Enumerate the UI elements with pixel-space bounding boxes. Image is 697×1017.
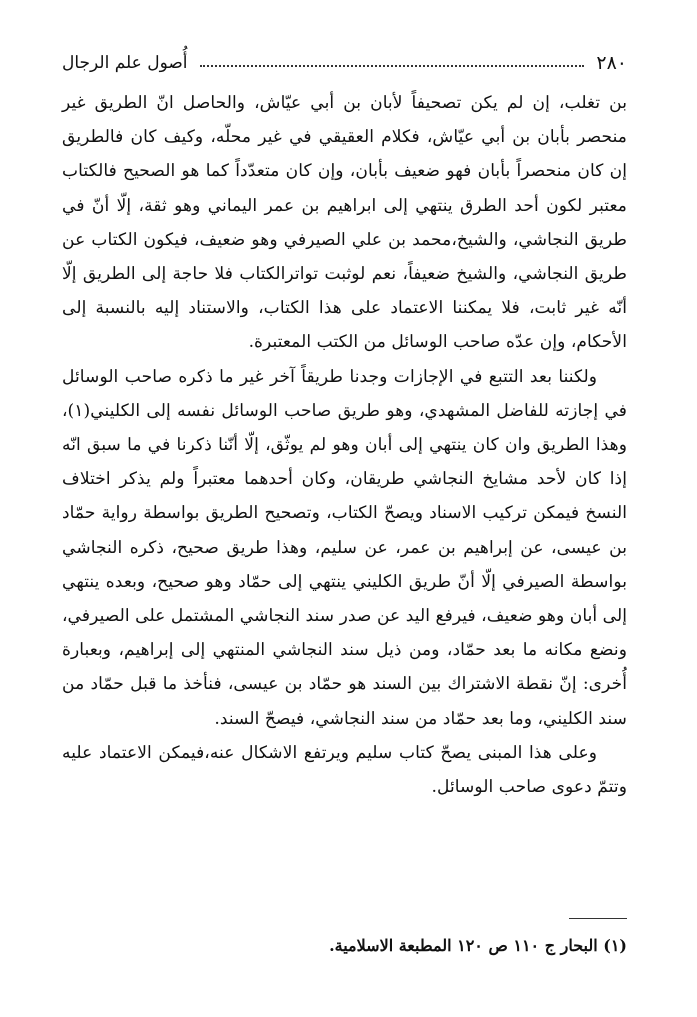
paragraph-1: بن تغلب، إن لم يكن تصحيفاً لأبان بن أبي عيّاش، والحاصل انّ الطريق غير منحصر بأبان بن أبي عيّاش، فكلام العقيقي في غير محلّه، وكيف كان فالطريق إن كان منحصراً بأبان فهو ضعيف بأبان، وإن كان متعدّداً كما هو الصحيح فالكتاب معتبر لكون أحد الطرق ينتهي إلى ابراهيم بن عمر اليماني وهو ثقة، إلّا أنّ في طريق النجاشي، والشيخ،محمد بن علي الصيرفي وهو ضعيف، فيكون الكتاب عن طريق النجاشي، والشيخ ضعيفاً، نعم لوثبت تواترالكتاب فلا حاجة إلى الطريق إلّا أنّه غير ثابت، فلا يمكننا الاعتماد على هذا الكتاب، والاستناد إليه بالنسبة إلى الأحكام، وإن عدّه صاحب الوسائل من الكتب المعتبرة. bbox=[62, 93, 627, 353]
footnote: (١) البحار ج ١١٠ ص ١٢٠ المطبعة الاسلامية. bbox=[329, 936, 627, 955]
paragraph-3: وعلى هذا المبنى يصحّ كتاب سليم ويرتفع الاشكال عنه،فيمكن الاعتماد عليه وتتمّ دعوى صاحب الوسائل. bbox=[62, 742, 627, 798]
footnote-divider bbox=[569, 918, 627, 919]
header-leader-dots bbox=[200, 65, 585, 67]
main-text bbox=[62, 86, 627, 804]
page-header bbox=[62, 48, 627, 78]
paragraph-2: ولكننا بعد التتبع في الإجازات وجدنا طريقاً آخر غير ما ذكره صاحب الوسائل في إجازته للفاضل المشهدي، وهو طريق صاحب الوسائل نفسه إلى الكليني(١)، وهذا الطريق وان كان ينتهي إلى أبان وهو لم يوثّق، إلّا أنّنا ذكرنا في ما سبق انّه إذا كان لأحد مشايخ النجاشي طريقان، وكان أحدهما معتبراً ولم يذكر اختلاف النسخ فيمكن تركيب الاسناد ويصحّ الكتاب، وتصحيح الطريق بواسطة رواية حمّاد بن عيسى، عن إبراهيم بن عمر، عن سليم، وهذا طريق صحيح، ذكره النجاشي بواسطة الصيرفي إلّا أنّ طريق الكليني ينتهي إلى حمّاد وهو صحيح، وبعده ينتهي إلى أبان وهو ضعيف، فيرفع اليد عن صدر سند النجاشي المشتمل على الصيرفي، ونضع مكانه ما بعد حمّاد، ومن ذيل سند النجاشي المنتهي إلى إبراهيم، وبعبارة أُخرى: إنّ نقطة الاشتراك بين السند هو حمّاد بن عيسى، فنأخذ ما قبل حمّاد من سند الكليني، وما بعد حمّاد من سند النجاشي، فيصحّ السند. bbox=[62, 366, 627, 729]
page-number: ٢٨٠ bbox=[596, 52, 627, 74]
running-title: أُصول علم الرجال bbox=[62, 53, 188, 73]
